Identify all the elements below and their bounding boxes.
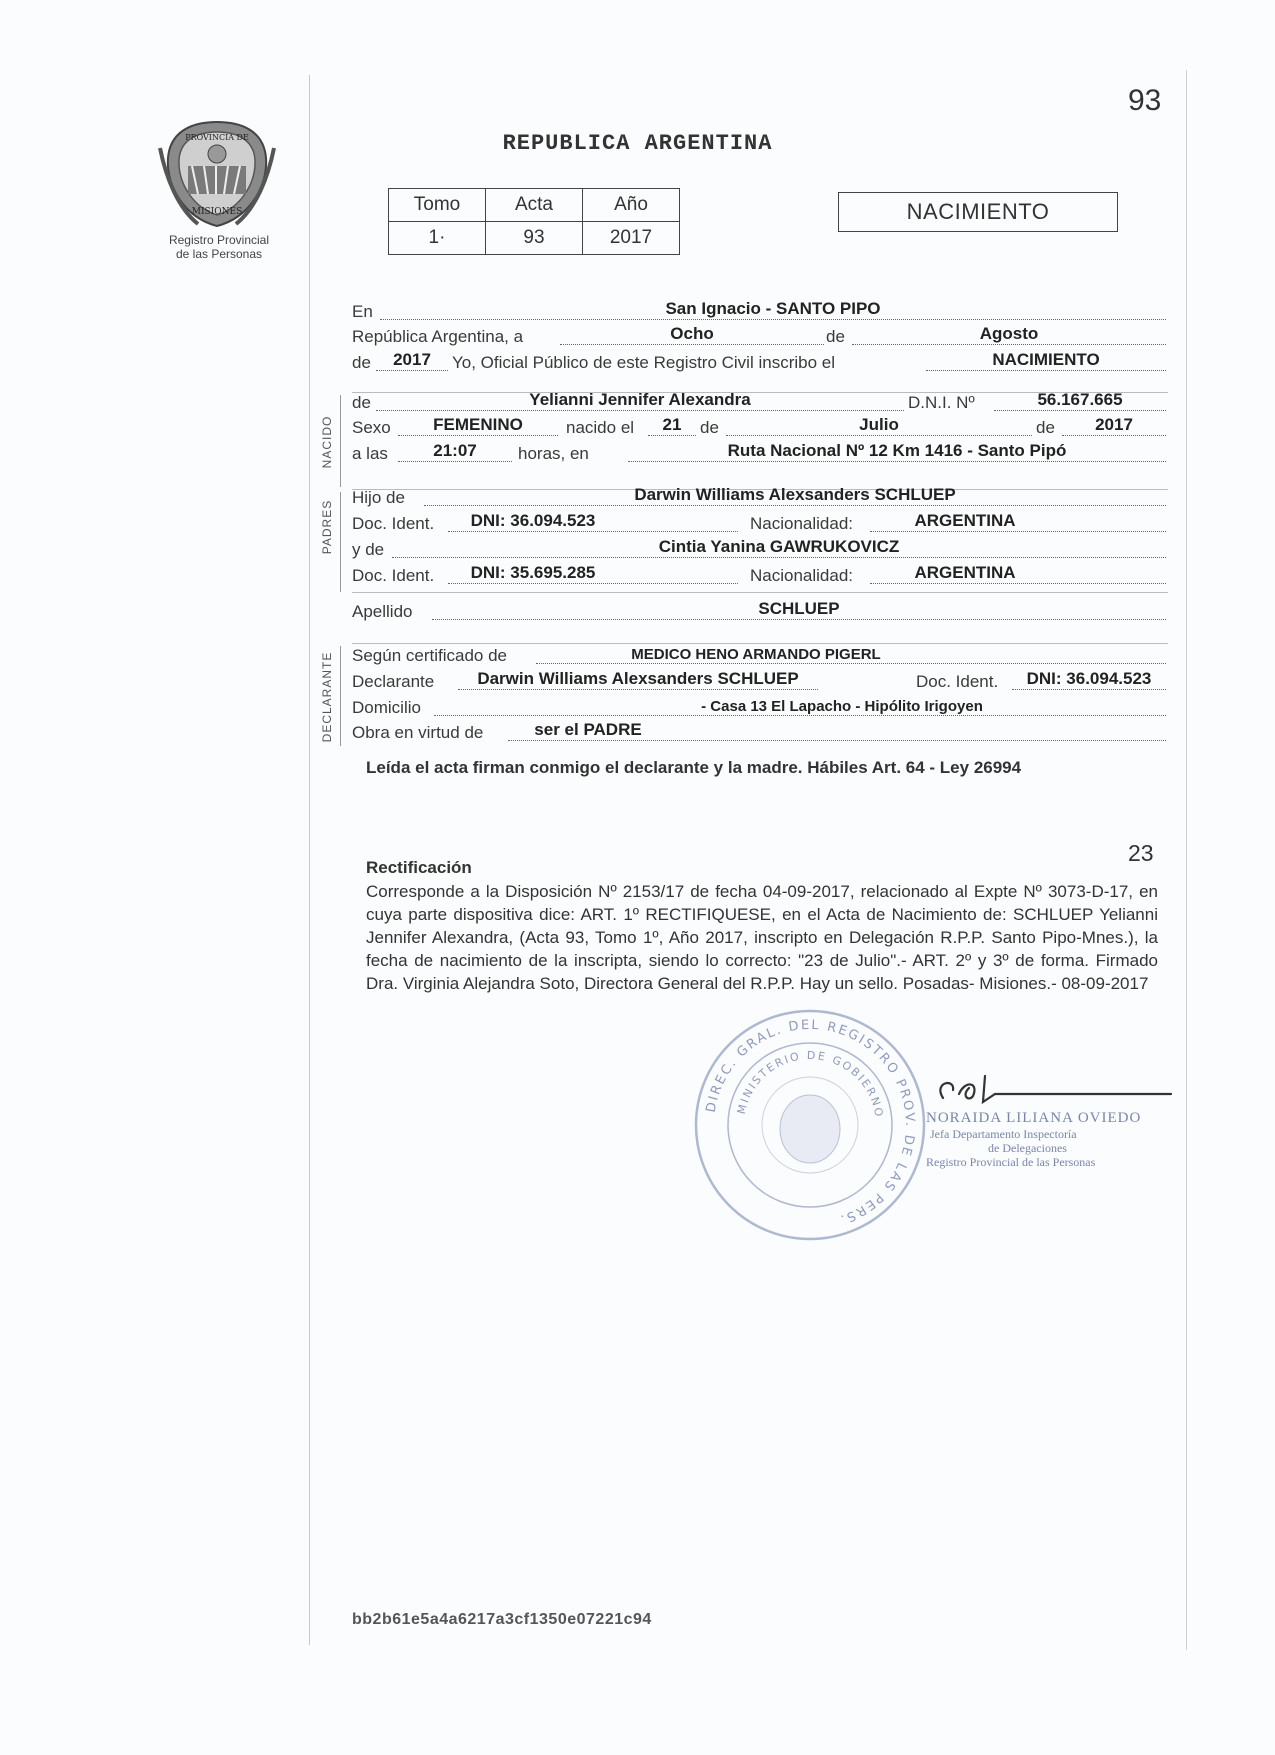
mother-nationality-label: Nacionalidad: xyxy=(750,566,854,585)
closing-statement: Leída el acta firman conmigo el declarante y la madre. Hábiles Art. 64 - Ley 26994 xyxy=(366,758,1022,777)
father-nationality-label: Nacionalidad: xyxy=(750,514,854,533)
birth-month-value: Julio xyxy=(859,415,899,434)
obra-value: ser el PADRE xyxy=(534,720,642,739)
svg-text:PROVINCIA DE: PROVINCIA DE xyxy=(185,133,249,142)
y-de-label: y de xyxy=(352,540,385,559)
book-reference-table xyxy=(388,188,680,255)
apellido-label: Apellido xyxy=(352,602,413,621)
signer-title-line2: de Delegaciones xyxy=(988,1141,1067,1155)
father-doc-value: DNI: 36.094.523 xyxy=(470,511,596,530)
certificate-row xyxy=(352,642,1168,668)
sexo-label: Sexo xyxy=(352,418,391,437)
svg-text:MISIONES: MISIONES xyxy=(191,207,243,217)
certificado-value: MEDICO HENO ARMANDO PIGERL xyxy=(631,646,881,663)
declarante-side-rule xyxy=(340,646,341,746)
ano-value: 2017 xyxy=(583,222,680,255)
father-nationality-value: ARGENTINA xyxy=(914,511,1016,530)
obra-label: Obra en virtud de xyxy=(352,723,484,742)
record-kind-value: NACIMIENTO xyxy=(992,350,1100,369)
day-value: Ocho xyxy=(670,324,714,343)
padres-section-label: PADRES xyxy=(320,499,334,555)
month-value: Agosto xyxy=(979,324,1039,343)
signer-name: NORAIDA LILIANA OVIEDO xyxy=(926,1110,1142,1126)
note-number: 23 xyxy=(1128,840,1154,866)
acta-header: Acta xyxy=(486,189,583,222)
child-dni-value: 56.167.665 xyxy=(1037,390,1123,409)
registry-label: Registro Provincial de las Personas xyxy=(168,233,270,261)
nacido-side-rule xyxy=(340,395,341,487)
acta-value: 93 xyxy=(486,222,583,255)
signer-title-line1: Jefa Departamento Inspectoría xyxy=(930,1127,1077,1141)
mother-row xyxy=(352,536,1168,562)
mother-doc-row xyxy=(352,562,1168,588)
mother-nationality-value: ARGENTINA xyxy=(914,563,1016,582)
surname-row xyxy=(352,598,1168,624)
year-value: 2017 xyxy=(393,350,431,369)
domicilio-label: Domicilio xyxy=(352,698,421,717)
mother-name-value: Cintia Yanina GAWRUKOVICZ xyxy=(658,537,900,556)
right-margin-rule xyxy=(1186,70,1187,1650)
record-type-box: NACIMIENTO xyxy=(838,192,1118,232)
rectification-body: Corresponde a la Disposición Nº 2153/17 de fecha 04-09-2017, relacionado al Expte Nº 3073-D-17, en cuya parte dispositiva dice: ART. 1º RECTIFIQUESE, en el Acta de Nacimiento de: SCHLUEP Yelianni Jennifer Alexandra, (Acta 93, Tomo 1º, Año 2017, inscripto en Delegación R.P.P. Santo Pipo-Mnes.), la fecha de nacimiento de la inscripta, siendo lo correcto: "23 de Julio".- ART. 2º y 3º de forma. Firmado Dra. Virginia Alejandra Soto, Directora General del R.P.P. Hay un sello. Posadas- Misiones.- 08-09-2017 xyxy=(366,882,1158,993)
nacido-el-label: nacido el xyxy=(566,418,635,437)
time-place-row xyxy=(352,440,1168,466)
republica-label: República Argentina, a xyxy=(352,327,524,346)
birth-time-value: 21:07 xyxy=(433,441,477,460)
tomo-value: 1· xyxy=(389,222,486,255)
dni-label: D.N.I. Nº xyxy=(908,393,975,412)
father-doc-row xyxy=(352,510,1168,536)
a-las-label: a las xyxy=(352,444,388,463)
padres-bottom-divider xyxy=(352,592,1168,593)
father-name-value: Darwin Williams Alexsanders SCHLUEP xyxy=(634,485,956,504)
hijo-de-label: Hijo de xyxy=(352,488,405,507)
domicile-row xyxy=(352,694,1168,720)
signer-title-line3: Registro Provincial de las Personas xyxy=(926,1155,1096,1169)
birth-de-label: de xyxy=(700,418,719,437)
declarante-section-label: DECLARANTE xyxy=(320,651,334,743)
year-row xyxy=(352,349,1168,375)
birth-de-year-label: de xyxy=(1036,418,1055,437)
mother-doc-value: DNI: 35.695.285 xyxy=(470,563,596,582)
place-value: San Ignacio - SANTO PIPO xyxy=(665,299,881,318)
nacido-de-label: de xyxy=(352,393,371,412)
page-number: 93 xyxy=(1128,84,1162,117)
obra-row xyxy=(352,719,1168,745)
handwritten-signature xyxy=(925,1072,1175,1112)
official-seal xyxy=(690,1005,930,1245)
certificado-label: Según certificado de xyxy=(352,646,507,665)
declarante-row xyxy=(352,668,1168,694)
father-doc-label: Doc. Ident. xyxy=(352,514,435,533)
mother-doc-label: Doc. Ident. xyxy=(352,566,435,585)
birth-day-value: 21 xyxy=(662,415,682,434)
en-label: En xyxy=(352,302,373,321)
birth-year-value: 2017 xyxy=(1095,415,1133,434)
svg-text:DIREC. GRAL. DEL REGISTRO PROV: DIREC. GRAL. DEL REGISTRO PROV. DE LAS PERS. xyxy=(703,1017,918,1228)
svg-text:MINISTERIO DE GOBIERNO: MINISTERIO DE GOBIERNO xyxy=(734,1048,886,1120)
sexo-value: FEMENINO xyxy=(433,415,523,434)
horas-label: horas, en xyxy=(518,444,589,463)
document-hash: bb2b61e5a4a6217a3cf1350e07221c94 xyxy=(352,1611,652,1628)
sex-birth-row xyxy=(352,414,1168,440)
birth-place-value: Ruta Nacional Nº 12 Km 1416 - Santo Pipó xyxy=(727,441,1067,460)
declarante-name-value: Darwin Williams Alexsanders SCHLUEP xyxy=(477,669,799,688)
left-margin-rule xyxy=(309,75,310,1645)
domicilio-value: - Casa 13 El Lapacho - Hipólito Irigoyen xyxy=(701,698,983,715)
declarante-doc-label: Doc. Ident. xyxy=(916,672,999,691)
apellido-value: SCHLUEP xyxy=(758,599,840,618)
signer-stamp xyxy=(926,1110,1156,1169)
tomo-header: Tomo xyxy=(389,189,486,222)
de-label: de xyxy=(826,327,845,346)
declarante-doc-value: DNI: 36.094.523 xyxy=(1026,669,1152,688)
name-row xyxy=(352,389,1168,415)
padres-side-rule xyxy=(340,492,341,592)
place-row xyxy=(352,298,1168,324)
de-year-label: de xyxy=(352,353,371,372)
child-name-value: Yelianni Jennifer Alexandra xyxy=(529,390,751,409)
date-row xyxy=(352,323,1168,349)
rectification-title: Rectificación xyxy=(366,858,472,877)
father-row xyxy=(352,484,1168,510)
ano-header: Año xyxy=(583,189,680,222)
declaration-text: Yo, Oficial Público de este Registro Civil inscribo el xyxy=(452,353,835,372)
declarante-label: Declarante xyxy=(352,672,435,691)
country-title: REPUBLICA ARGENTINA xyxy=(502,131,773,156)
nacido-section-label: NACIDO xyxy=(320,415,334,469)
